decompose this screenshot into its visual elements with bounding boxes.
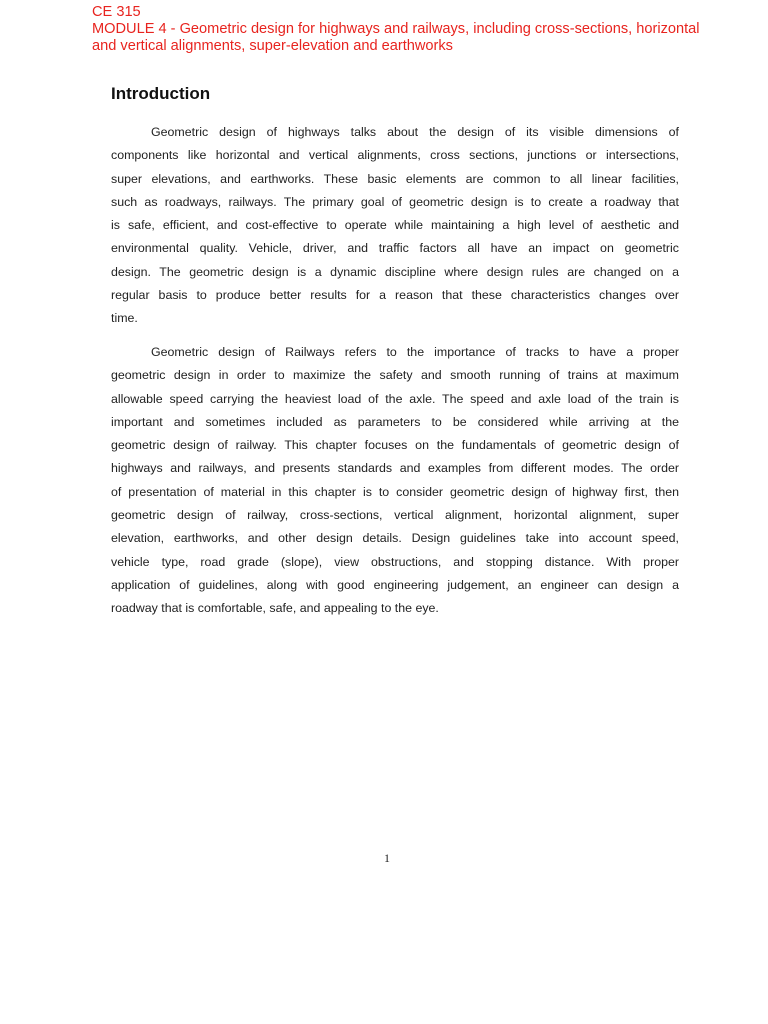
page-number: 1 [384,851,390,865]
paragraph-line: design. The geometric design is a dynamic discipline where design rules are changed on a [111,264,679,279]
paragraph-line: application of guidelines, along with good engineering judgement, an engineer can design a [111,577,679,592]
course-code: CE 315 [92,4,141,20]
paragraph-line: highways and railways, and presents standards and examples from different modes. The order [111,461,679,476]
module-title-line-2: and vertical alignments, super-elevation and earthworks [92,38,453,54]
paragraph-line: roadway that is comfortable, safe, and appealing to the eye. [111,601,439,616]
paragraph-line: Geometric design of Railways refers to the importance of tracks to have a proper [151,345,679,359]
paragraph-line: time. [111,311,138,326]
module-header [92,4,712,55]
paragraph-1 [111,121,679,331]
paragraph-line: super elevations, and earthworks. These basic elements are common to all linear facilities, [111,171,679,186]
paragraph-line: Geometric design of highways talks about the design of its visible dimensions of [151,125,679,139]
paragraph-line: such as roadways, railways. The primary goal of geometric design is to create a roadway that [111,194,679,209]
paragraph-line: regular basis to produce better results for a reason that these characteristics changes over [111,288,679,303]
paragraph-line: geometric design in order to maximize the safety and smooth running of trains at maximum [111,368,679,383]
paragraph-line: environmental quality. Vehicle, driver, and traffic factors all have an impact on geometric [111,241,679,256]
paragraph-line: is safe, efficient, and cost-effective to operate while maintaining a high level of aesthetic and [111,218,679,233]
paragraph-line: geometric design of railway, cross-sections, vertical alignment, horizontal alignment, super [111,508,679,523]
section-title: Introduction [111,84,211,103]
paragraph-line: elevation, earthworks, and other design details. Design guidelines take into account speed, [111,531,679,546]
paragraph-line: vehicle type, road grade (slope), view obstructions, and stopping distance. With proper [111,554,679,569]
paragraph-line: important and sometimes included as parameters to be considered while arriving at the [111,414,679,429]
paragraph-line: geometric design of railway. This chapter focuses on the fundamentals of geometric design of [111,438,679,453]
paragraph-line: allowable speed carrying the heaviest load of the axle. The speed and axle load of the train is [111,391,679,406]
paragraph-line: components like horizontal and vertical alignments, cross sections, junctions or intersections, [111,148,679,163]
paragraph-line: of presentation of material in this chapter is to consider geometric design of highway first, then [111,484,679,499]
module-title-line-1: MODULE 4 - Geometric design for highways and railways, including cross-sections, horizontal [92,21,700,37]
paragraph-2 [111,341,679,621]
